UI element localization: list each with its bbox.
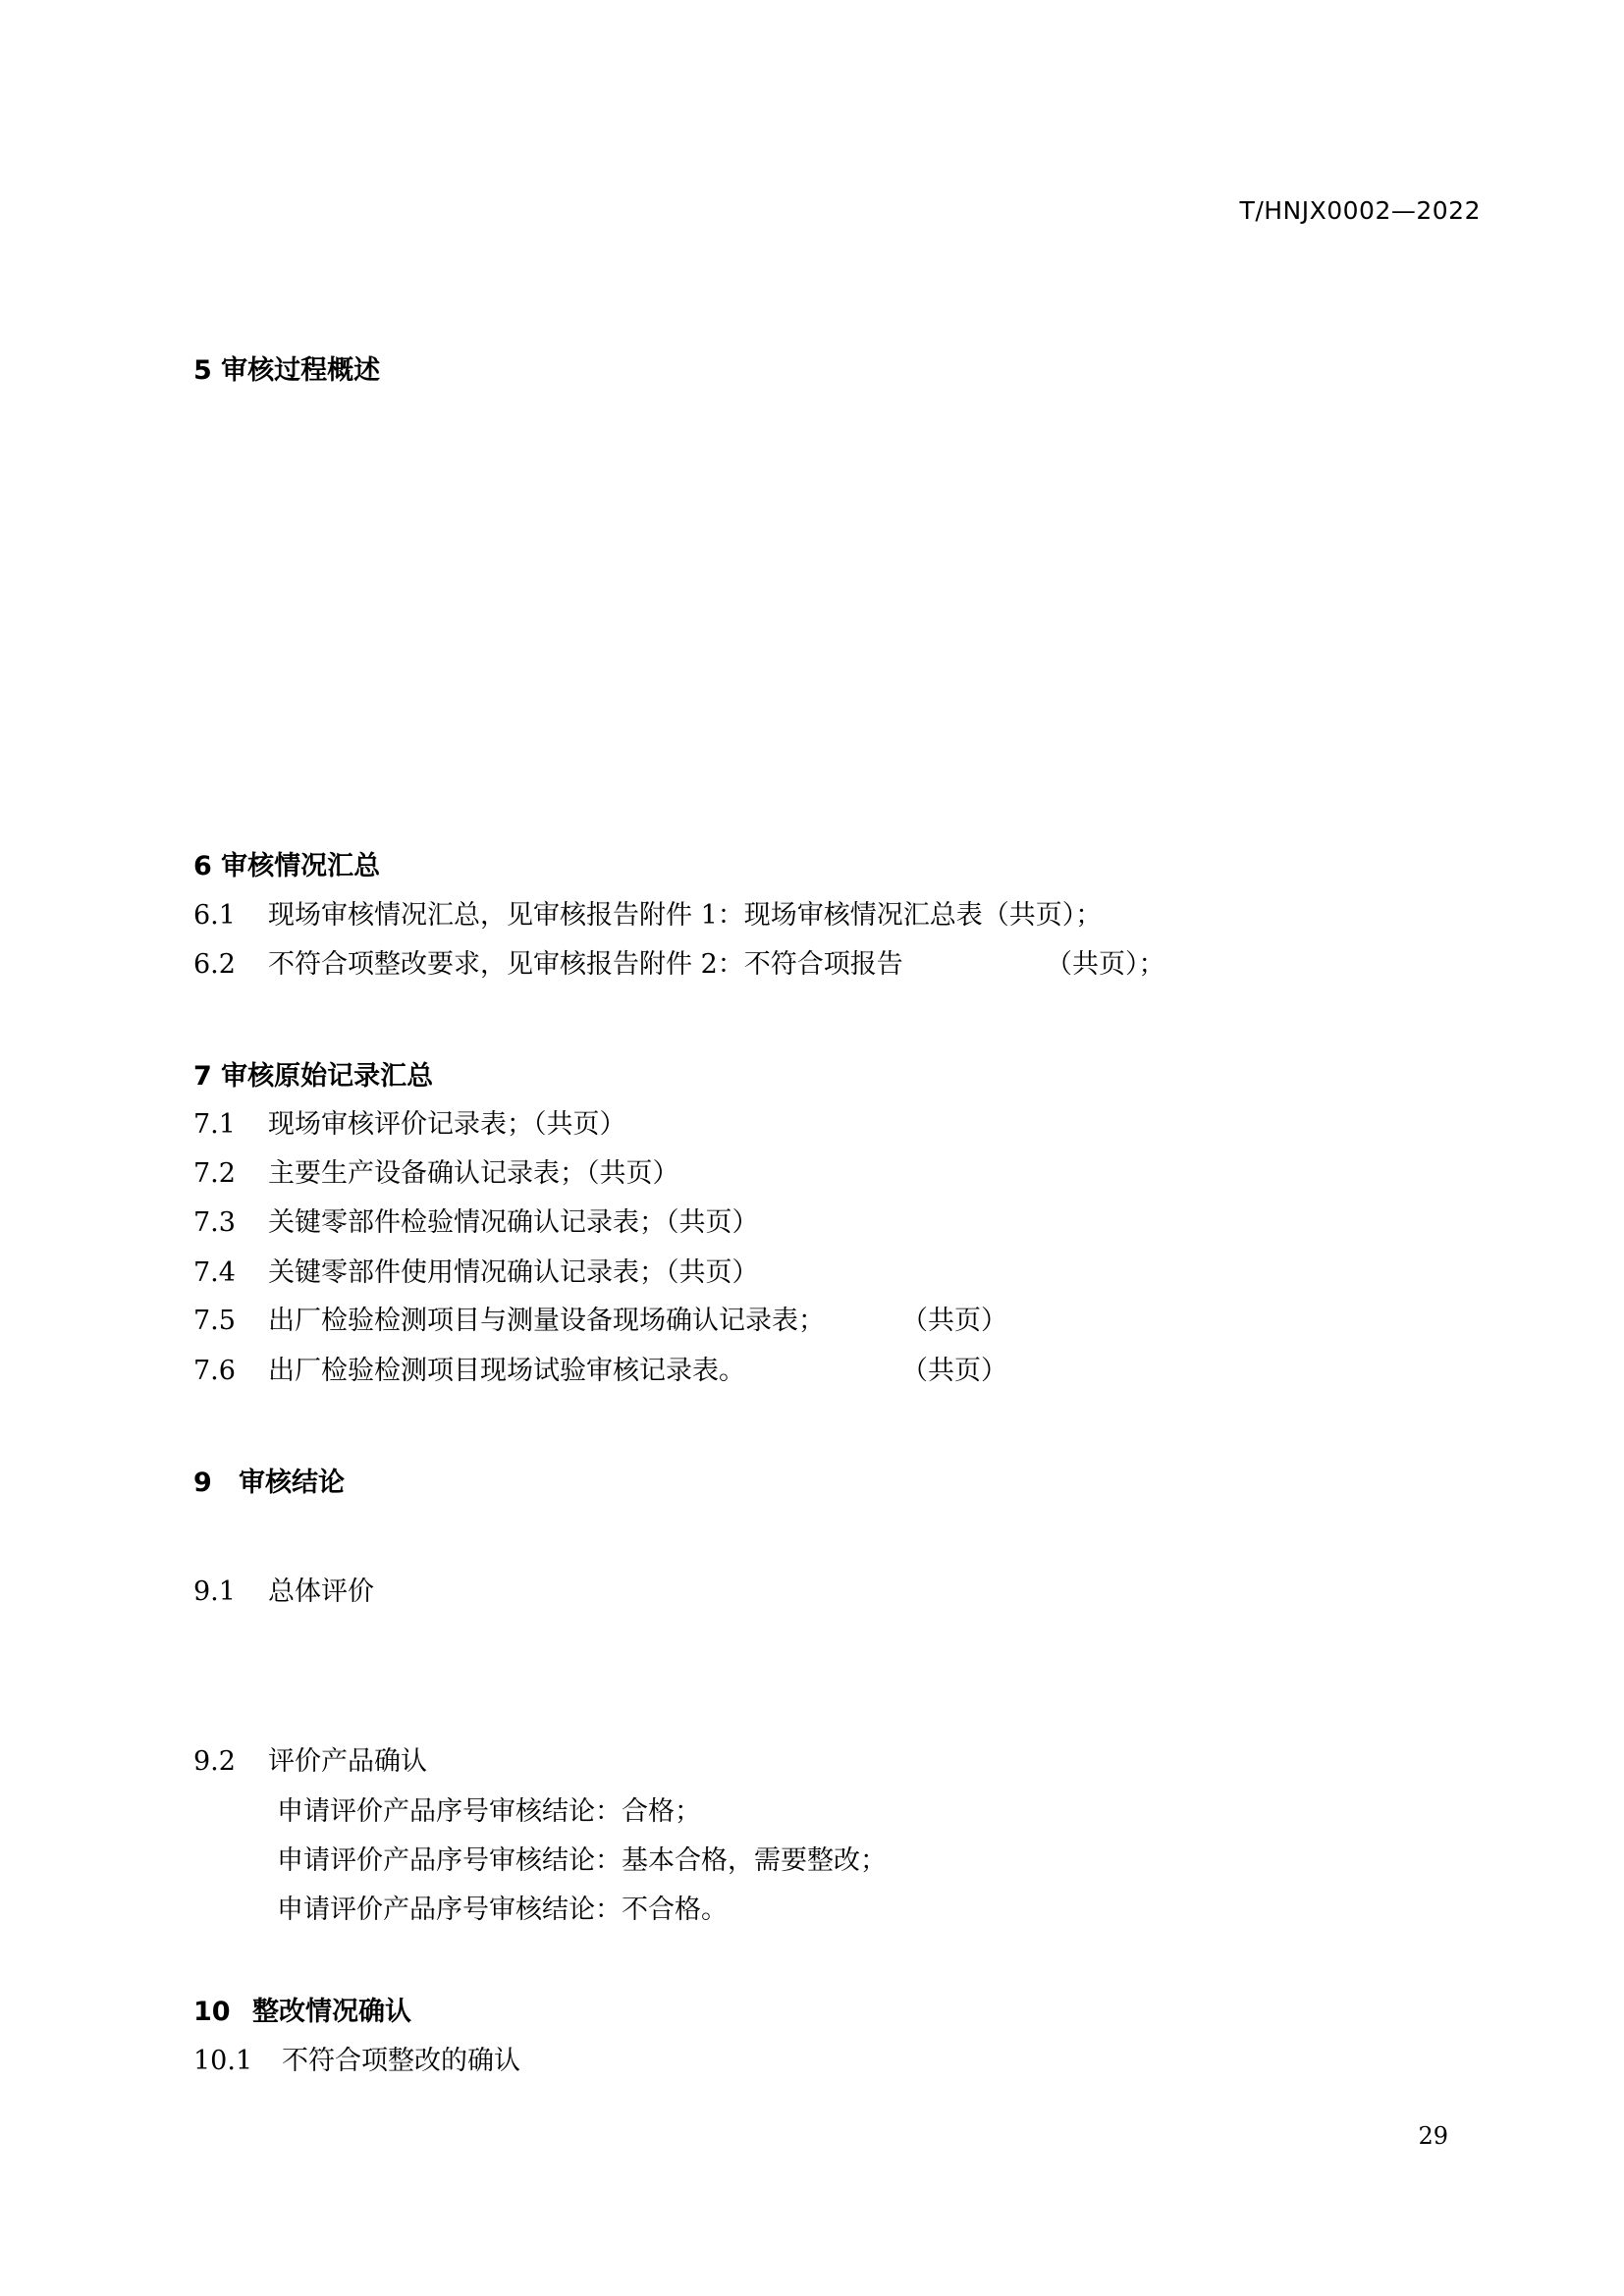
- item-7-5-pages: （共页）: [901, 1306, 1007, 1336]
- conclusion-basic-pass: 申请评价产品序号审核结论：基本合格，需要整改；: [277, 1845, 887, 1876]
- item-7-3: [193, 1201, 759, 1239]
- conclusion-fail: 申请评价产品序号审核结论：不合格。: [277, 1895, 728, 1925]
- item-number: 7.1: [193, 1109, 236, 1140]
- item-7-1: [193, 1102, 626, 1141]
- item-number: 7.6: [193, 1356, 236, 1386]
- heading-text: 审核结论: [239, 1468, 345, 1498]
- item-text: 关键零部件检验情况确认记录表；（共页）: [268, 1207, 759, 1238]
- item-10-1: [193, 2039, 520, 2077]
- item-7-5: [193, 1299, 825, 1337]
- item-text: 不符合项整改要求，见审核报告附件 2：不符合项报告: [268, 949, 903, 980]
- section-10-heading: [193, 1990, 411, 2028]
- item-9-2: [193, 1739, 427, 1778]
- item-number: 6.2: [193, 949, 236, 980]
- section-6-heading: 6 审核情况汇总: [193, 851, 381, 881]
- item-text: 出厂检验检测项目现场试验审核记录表。: [268, 1356, 745, 1386]
- item-7-6-pages: （共页）: [901, 1356, 1007, 1386]
- item-number: 6.1: [193, 900, 236, 931]
- section-5-heading: 5 审核过程概述: [193, 355, 381, 386]
- item-number: 7.5: [193, 1306, 236, 1336]
- item-6-1: [193, 893, 1102, 932]
- section-7-heading: 7 审核原始记录汇总: [193, 1061, 434, 1092]
- item-text: 总体评价: [268, 1576, 374, 1607]
- item-7-2: [193, 1151, 679, 1190]
- heading-text: 整改情况确认: [252, 1997, 411, 2027]
- item-text: 关键零部件使用情况确认记录表；（共页）: [268, 1257, 759, 1288]
- item-7-6: [193, 1349, 745, 1387]
- heading-number: 10: [193, 1997, 231, 2027]
- page-number: 29: [1418, 2122, 1448, 2150]
- item-text: 出厂检验检测项目与测量设备现场确认记录表；: [268, 1306, 825, 1336]
- item-6-2-pages: （共页）；: [1046, 949, 1165, 980]
- item-number: 10.1: [193, 2046, 253, 2076]
- item-number: 7.2: [193, 1158, 236, 1189]
- item-number: 7.4: [193, 1257, 236, 1288]
- item-number: 9.2: [193, 1746, 236, 1777]
- item-9-1: [193, 1570, 374, 1608]
- item-text: 不符合项整改的确认: [282, 2046, 520, 2076]
- item-number: 7.3: [193, 1207, 236, 1238]
- conclusion-pass: 申请评价产品序号审核结论：合格；: [277, 1796, 701, 1827]
- section-9-heading: [193, 1461, 345, 1499]
- item-text: 现场审核情况汇总，见审核报告附件 1：现场审核情况汇总表（共页）；: [268, 900, 1103, 931]
- item-number: 9.1: [193, 1576, 236, 1607]
- item-text: 现场审核评价记录表；（共页）: [268, 1109, 626, 1140]
- item-6-2: [193, 942, 903, 981]
- document-code: T/HNJX0002—2022: [1239, 196, 1481, 225]
- item-text: 主要生产设备确认记录表；（共页）: [268, 1158, 679, 1189]
- item-text: 评价产品确认: [268, 1746, 427, 1777]
- heading-number: 9: [193, 1468, 212, 1498]
- item-7-4: [193, 1251, 759, 1289]
